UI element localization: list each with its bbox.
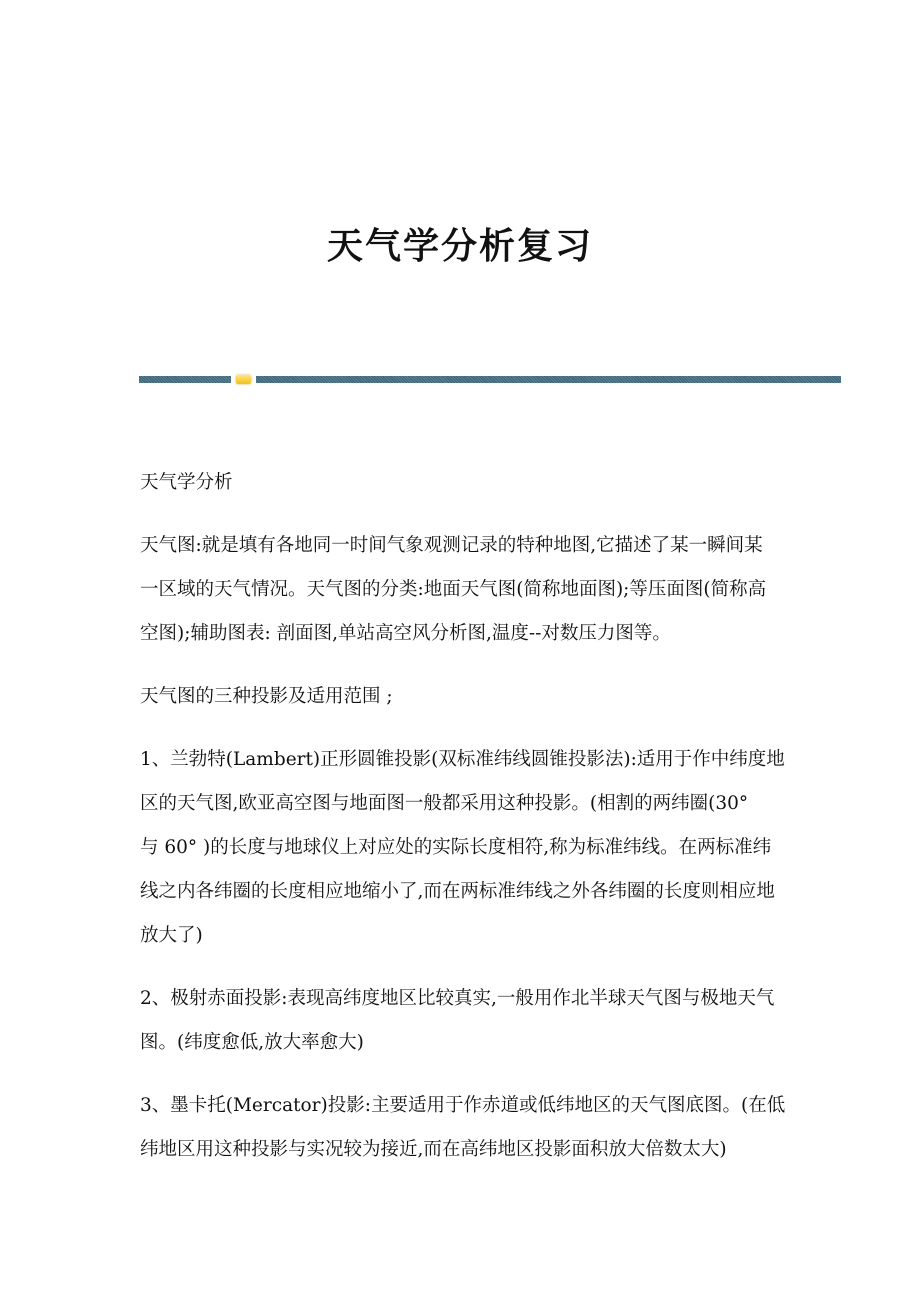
text-line: 区的天气图,欧亚高空图与地面图一般都采用这种投影。(相割的两纬圈(30° bbox=[140, 793, 749, 814]
text-line: 纬地区用这种投影与实况较为接近,而在高纬地区投影面积放大倍数太大) bbox=[140, 1139, 727, 1160]
text-line: 与 60° )的长度与地球仪上对应处的实际长度相符,称为标准纬线。在两标准纬 bbox=[140, 837, 772, 858]
paragraph bbox=[140, 470, 800, 514]
text-line: 图。(纬度愈低,放大率愈大) bbox=[140, 1032, 364, 1053]
paragraph bbox=[140, 1093, 800, 1181]
divider-bar-left bbox=[139, 376, 231, 383]
document-title: 天气学分析复习 bbox=[326, 225, 593, 267]
text-line: 线之内各纬圈的长度相应地缩小了,而在两标准纬线之外各纬圈的长度则相应地 bbox=[140, 881, 775, 902]
divider-ornament-icon bbox=[236, 375, 251, 384]
paragraph bbox=[140, 986, 800, 1074]
text-line: 天气图的三种投影及适用范围 ; bbox=[140, 686, 393, 707]
divider-bar-right bbox=[256, 376, 841, 383]
text-line: 空图);辅助图表: 剖面图,单站高空风分析图,温度--对数压力图等。 bbox=[140, 623, 671, 644]
text-line: 天气学分析 bbox=[140, 472, 233, 493]
document-body bbox=[140, 470, 800, 1200]
text-line: 天气图:就是填有各地同一时间气象观测记录的特种地图,它描述了某一瞬间某 bbox=[140, 535, 763, 556]
text-line: 2、极射赤面投影:表现高纬度地区比较真实,一般用作北半球天气图与极地天气 bbox=[140, 988, 775, 1009]
text-line: 一区域的天气情况。天气图的分类:地面天气图(简称地面图);等压面图(简称高 bbox=[140, 579, 767, 600]
decorative-divider bbox=[139, 375, 841, 384]
text-line: 1、兰勃特(Lambert)正形圆锥投影(双标准纬线圆锥投影法):适用于作中纬度地 bbox=[140, 749, 785, 770]
paragraph bbox=[140, 747, 800, 967]
paragraph bbox=[140, 684, 800, 728]
paragraph bbox=[140, 533, 800, 665]
text-line: 3、墨卡托(Mercator)投影:主要适用于作赤道或低纬地区的天气图底图。(在低 bbox=[140, 1095, 786, 1116]
text-line: 放大了) bbox=[140, 925, 203, 946]
